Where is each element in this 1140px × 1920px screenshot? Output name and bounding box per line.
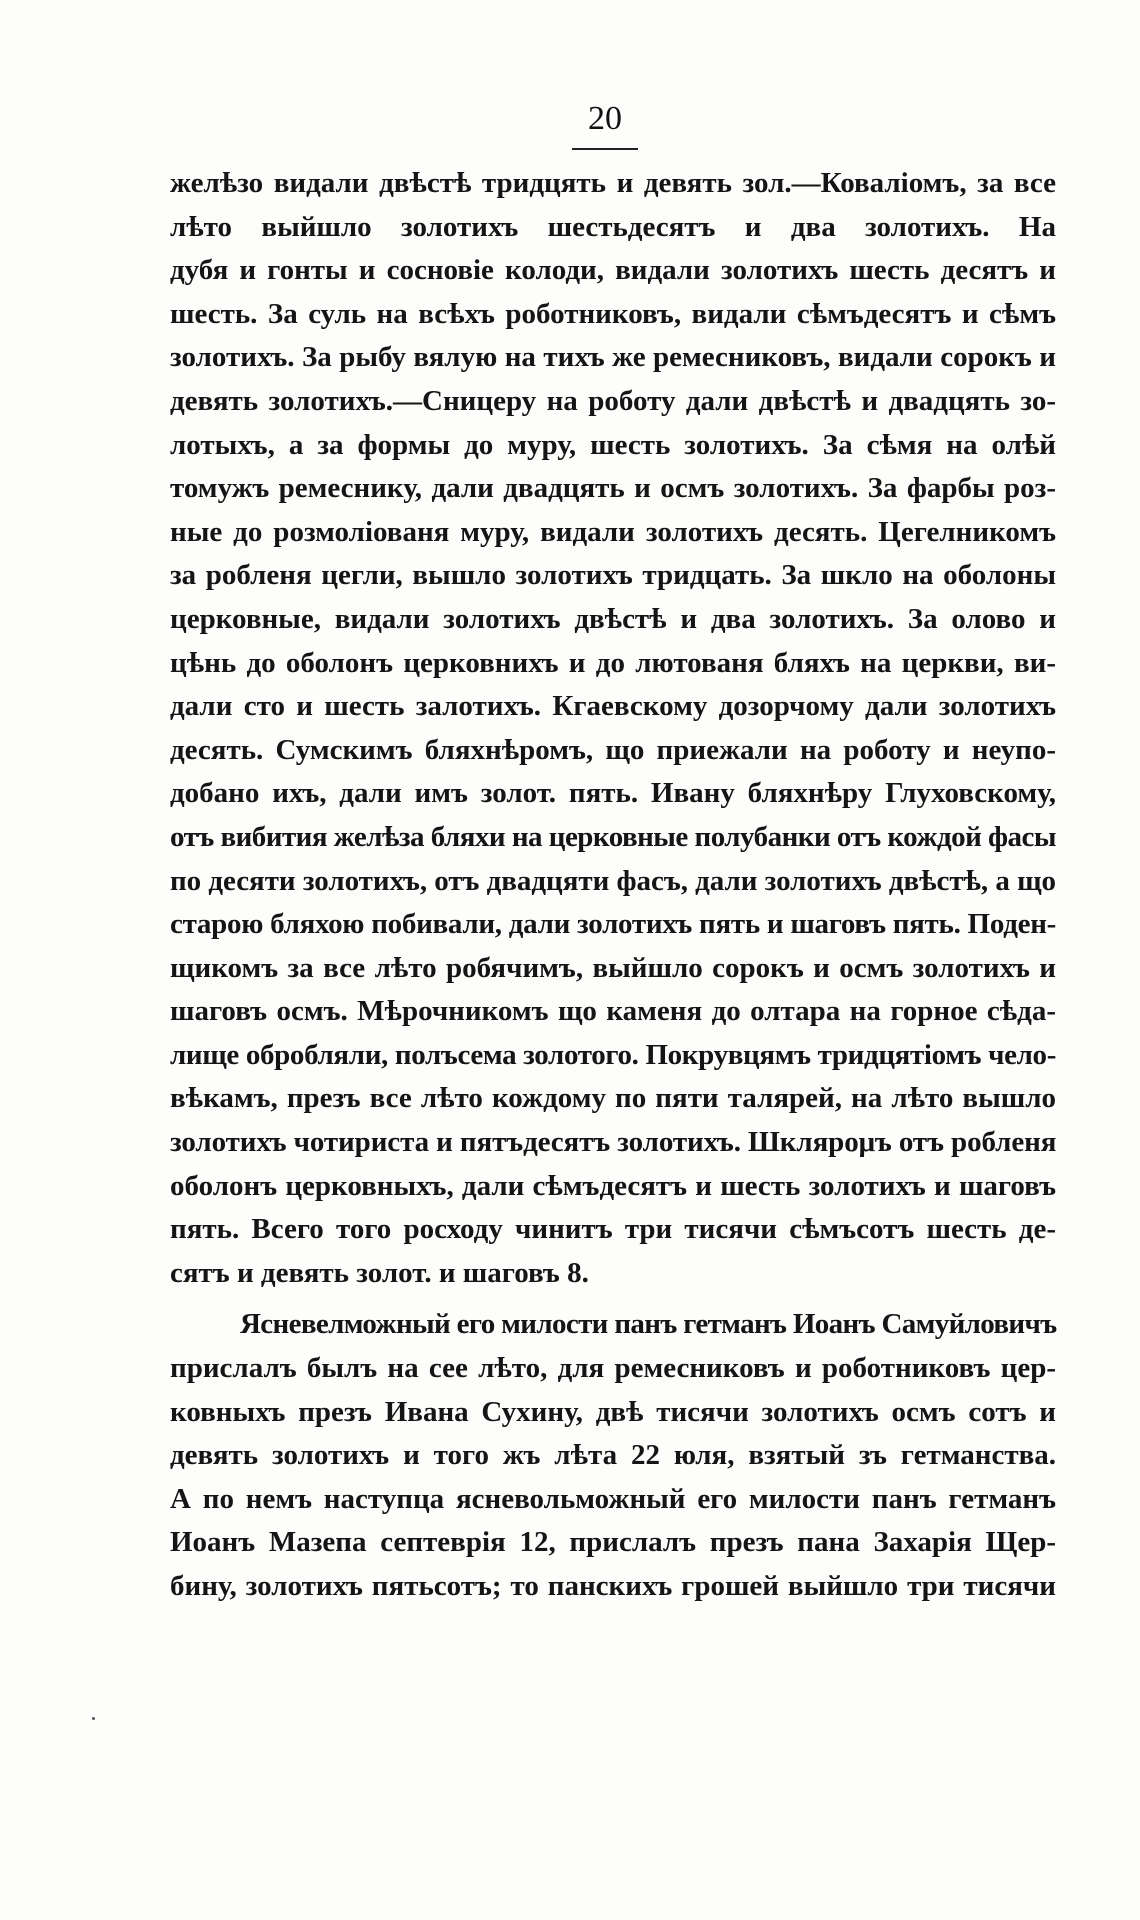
- text-line: отъ вибития желѣза бляхи на церковные полубанки отъ кождой фасы: [170, 820, 1056, 853]
- text-line: девять золотихъ и того жъ лѣта 22 юля, взятый зъ гетманства.: [170, 1439, 1056, 1472]
- page-number-rule: [572, 148, 638, 150]
- text-line: дали сто и шесть залотихъ. Кгаевскому дозорчому дали золотихъ: [170, 690, 1056, 723]
- text-line: дубя и гонты и сосновіе колоди, видали золотихъ шесть десятъ и: [170, 254, 1056, 287]
- text-line: лѣто выйшло золотихъ шестьдесятъ и два золотихъ. На: [170, 210, 1056, 243]
- text-line: ные до розмолiованя муру, видали золотихъ десять. Цегелникомъ: [170, 515, 1056, 548]
- text-line: лотыхъ, а за формы до муру, шесть золотихъ. За сѣмя на олѣй: [170, 428, 1056, 461]
- text-line: старою бляхою побивали, дали золотихъ пять и шаговъ пять. Поден-: [170, 908, 1056, 941]
- text-line: шаговъ осмъ. Мѣрочникомъ що каменя до олтара на горное сѣда-: [170, 995, 1056, 1028]
- text-line: щикомъ за все лѣто робячимъ, выйшло сорокъ и осмъ золотихъ и: [170, 951, 1056, 984]
- paper-speck: [92, 1717, 95, 1720]
- text-line: оболонъ церковныхъ, дали сѣмъдесятъ и шесть золотихъ и шаговъ: [170, 1169, 1056, 1202]
- page-number: 20: [588, 100, 622, 137]
- text-line: девять золотихъ.—Сницеру на роботу дали двѣстѣ и двадцять зо-: [170, 384, 1056, 417]
- text-line: вѣкамъ, презъ все лѣто кождому по пяти талярей, на лѣто вышло: [170, 1082, 1056, 1115]
- text-line: десять. Сумскимъ бляхнѣромъ, що приежали на роботу и неупо-: [170, 733, 1056, 766]
- text-line: добано ихъ, дали имъ золот. пять. Ивану бляхнѣру Глуховскому,: [170, 777, 1056, 810]
- text-line: золотихъ. За рыбу вялую на тихъ же ремесниковъ, видали сорокъ и: [170, 341, 1056, 374]
- text-line: сятъ и девять золот. и шаговъ 8.: [170, 1256, 589, 1289]
- text-line: томужъ ремеснику, дали двадцять и осмъ золотихъ. За фарбы роз-: [170, 472, 1056, 505]
- body-text: [170, 162, 1056, 1609]
- text-line: бину, золотихъ пятьсотъ; то панскихъ грошей выйшло три тисячи: [170, 1570, 1056, 1602]
- text-line: ковныхъ презъ Ивана Сухину, двѣ тисячи золотихъ осмъ сотъ и: [170, 1395, 1056, 1428]
- text-line: Иоанъ Мазепа септеврія 12, прислалъ презъ пана Захарія Щер-: [170, 1526, 1056, 1559]
- text-line: церковные, видали золотихъ двѣстѣ и два золотихъ. За олово и: [170, 602, 1056, 635]
- text-line: А по немъ наступца ясневольможный его милости панъ гетманъ: [170, 1482, 1056, 1515]
- text-line: золотихъ чотириста и пятъдесятъ золотихъ. Шклярομъ отъ робленя: [170, 1126, 1057, 1159]
- text-line: шесть. За суль на всѣхъ роботниковъ, видали сѣмъдесятъ и сѣмъ: [170, 297, 1056, 330]
- paragraph-1: [170, 162, 1056, 1295]
- text-line: лище обробляли, полъсема золотого. Покрувцямъ тридцятіомъ чело-: [170, 1038, 1056, 1071]
- paragraph-gap: [170, 1295, 1056, 1303]
- text-line: за робленя цегли, вышло золотихъ тридцать. За шкло на оболоны: [170, 559, 1056, 592]
- paragraph-2: [170, 1303, 1056, 1608]
- text-line: по десяти золотихъ, отъ двадцяти фасъ, дали золотихъ двѣстѣ, а що: [170, 864, 1056, 897]
- text-line: цѣнь до оболонъ церковнихъ и до лютованя бляхъ на церкви, ви-: [170, 646, 1056, 679]
- text-line: желѣзо видали двѣстѣ тридцять и девять зол.—Коваліомъ, за все: [170, 167, 1056, 199]
- text-line: прислалъ былъ на сее лѣто, для ремесниковъ и роботниковъ цер-: [170, 1352, 1056, 1385]
- text-line: пять. Всего того росходу чинитъ три тисячи сѣмъсотъ шесть де-: [170, 1213, 1056, 1246]
- text-line: Ясневелможный его милости панъ гетманъ Иоанъ Самуйловичъ: [240, 1308, 1057, 1341]
